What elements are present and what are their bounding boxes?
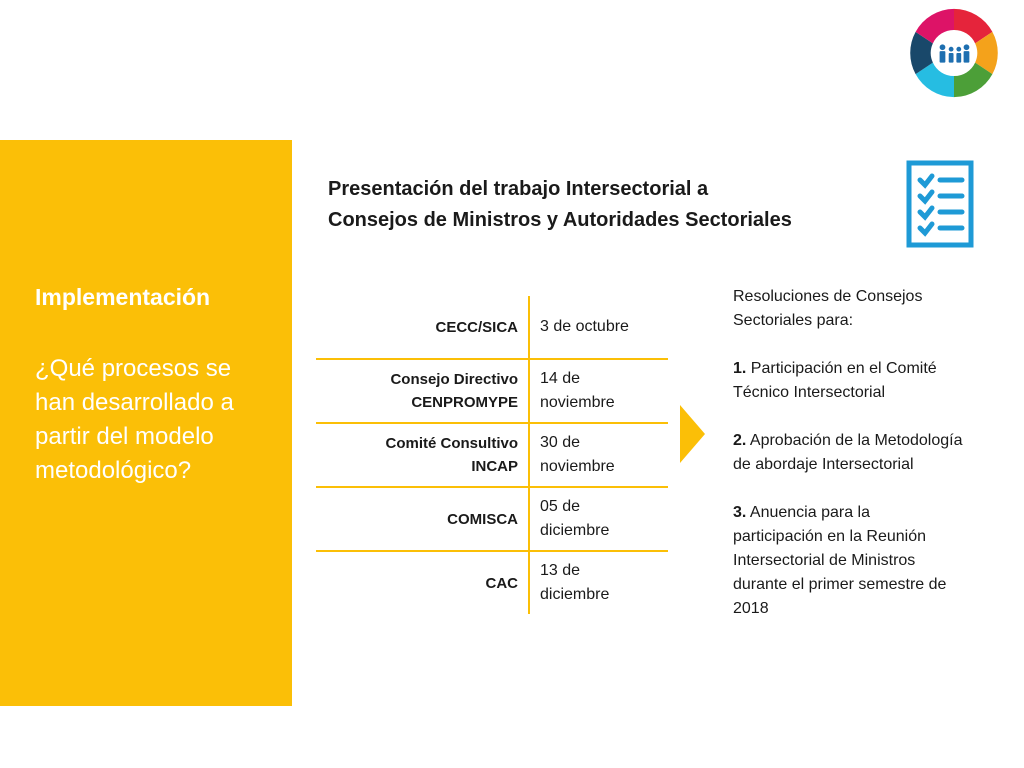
community-logo-icon: [906, 5, 1002, 101]
meeting-date-text: 3 de octubre: [540, 318, 629, 335]
item-number: 3.: [733, 504, 747, 521]
meeting-date: [528, 360, 668, 422]
resolutions-intro: Resoluciones de Consejos Sectoriales para:: [733, 288, 923, 329]
table-row: [316, 552, 668, 614]
slide-title: [328, 174, 888, 236]
section-title: Implementación: [35, 284, 211, 310]
org-name: [316, 488, 528, 550]
org-name: [316, 296, 528, 358]
meeting-date: [528, 488, 668, 550]
item-number: 2.: [733, 432, 747, 449]
list-item: [733, 429, 963, 477]
org-name-line: CAC: [485, 574, 518, 592]
resolutions-list: [733, 285, 963, 645]
org-name-line: Comité Consultivo: [385, 435, 518, 452]
schedule-table: [316, 296, 668, 614]
org-name-line: CECC/SICA: [435, 318, 518, 336]
table-row: [316, 360, 668, 424]
section-question: ¿Qué procesos se han desarrollado a partir del modelo metodológico?: [35, 355, 234, 484]
org-name-line: INCAP: [471, 458, 518, 475]
meeting-date-text: 05 de diciembre: [540, 498, 610, 539]
item-number: 1.: [733, 360, 747, 377]
meeting-date-text: 13 de diciembre: [540, 562, 610, 603]
org-name-line: Consejo Directivo: [390, 371, 518, 388]
meeting-date-text: 30 de noviembre: [540, 434, 615, 475]
org-name-line: CENPROMYPE: [411, 394, 518, 411]
checklist-icon: [906, 160, 974, 248]
meeting-date-text: 14 de noviembre: [540, 370, 615, 411]
list-item: [733, 357, 963, 405]
org-name: [316, 552, 528, 614]
table-row: [316, 488, 668, 552]
item-text: Aprobación de la Metodología de abordaje Intersectorial: [733, 432, 963, 473]
slide-title-line2: Consejos de Ministros y Autoridades Sectoriales: [328, 209, 792, 231]
arrow-right-icon: [680, 405, 705, 463]
meeting-date: [528, 296, 668, 358]
org-name-line: COMISCA: [447, 510, 518, 528]
org-name: [316, 424, 528, 486]
item-text: Anuencia para la participación en la Reunión Intersectorial de Ministros durante el primer semestre de 2018: [733, 504, 947, 617]
meeting-date: [528, 424, 668, 486]
slide-title-line1: Presentación del trabajo Intersectorial a: [328, 178, 709, 200]
org-name: [316, 360, 528, 422]
meeting-date: [528, 552, 668, 614]
item-text: Participación en el Comité Técnico Intersectorial: [733, 360, 937, 401]
table-row: [316, 424, 668, 488]
list-item: [733, 501, 963, 621]
table-row: [316, 296, 668, 360]
